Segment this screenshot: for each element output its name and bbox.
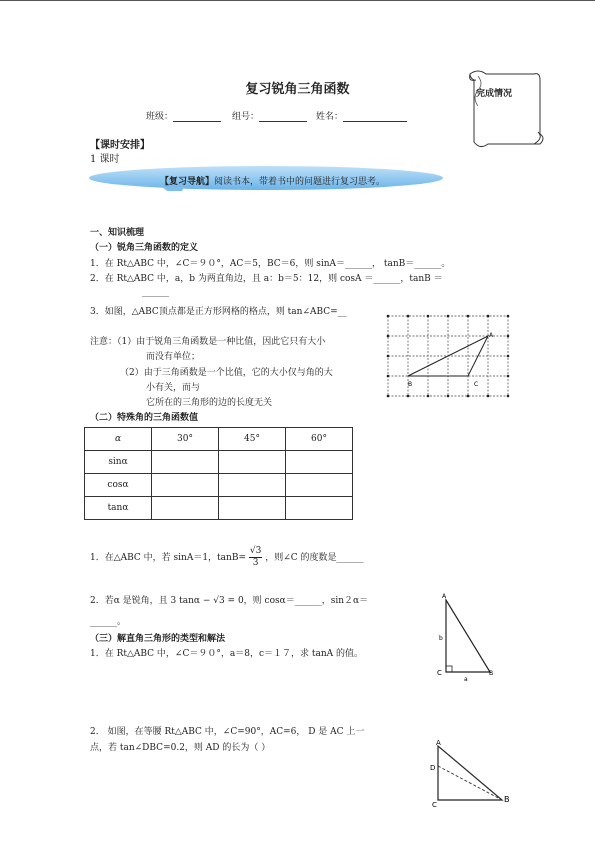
table-cell[interactable] — [286, 451, 353, 474]
class-label: 班级： — [146, 112, 174, 122]
note-1: 注意：（1）由于锐角三角函数是一种比值，因此它只有大小 — [90, 337, 326, 347]
table-cell[interactable] — [286, 474, 353, 497]
guide-text — [160, 174, 385, 187]
name-label: 姓名： — [316, 112, 344, 122]
question-1-3: 3．如图，△ABC顶点都是正方形网格的格点，则 tan∠ABC=__ — [90, 307, 347, 317]
fraction-denominator: 3 — [252, 558, 259, 568]
problem-1-part-b: ，则∠C 的度数是______ — [265, 553, 364, 563]
table-row — [85, 451, 353, 474]
question-1-1: 1．在 Rt△ABC 中，∠C＝９０°，AC＝5，BC＝6，则 sinA＝______， tanB＝______。 — [90, 259, 451, 269]
grid-label-b: B — [408, 381, 413, 388]
scroll-icon — [464, 68, 548, 150]
grid-label-a: A — [489, 332, 494, 339]
fig1-label-c: C — [437, 669, 442, 677]
note-2-cont2: 它所在的三角形的边的长度无关 — [146, 398, 273, 408]
fig1-label-b: B — [489, 670, 494, 677]
triangle-figure-1 — [434, 588, 504, 684]
note-2: （2）由于三角函数是一个比值，它的大小仅与角的大 — [120, 368, 333, 378]
table-row-label: cosα — [85, 474, 152, 497]
name-blank[interactable] — [343, 112, 407, 122]
class-blank[interactable] — [173, 112, 221, 122]
table-row — [85, 474, 353, 497]
fig2-label-d: D — [430, 764, 436, 772]
table-cell[interactable] — [286, 497, 353, 520]
problem-1-part-a: 1．在△ABC 中，若 sinA＝1，tanB= — [90, 553, 246, 563]
problem-1-fraction — [249, 546, 262, 569]
note-2-cont: 小有关，而与 — [146, 383, 201, 393]
guide-label: 【复习导航】 — [160, 177, 215, 187]
fig2-label-b: B — [504, 795, 510, 804]
problem-2: 2．若α 是锐角，且 3 tanα − √3 = 0，则 cosα＝______，sin２α＝ — [90, 596, 369, 606]
table-header-cell: 60° — [286, 428, 353, 451]
grid-label-c: C — [474, 381, 479, 388]
table-cell[interactable] — [219, 451, 286, 474]
fraction-numerator: √3 — [249, 546, 262, 556]
question-3-2: 2． 如图，在等腰 Rt△ABC 中，∠C=90°，AC=6， D 是 AC 上一 — [90, 727, 365, 737]
table-header-cell: 45° — [219, 428, 286, 451]
fig2-label-c: C — [432, 801, 437, 808]
table-row-label: tanα — [85, 497, 152, 520]
triangle-figure-2 — [424, 736, 514, 808]
guide-body: 阅读书本，带着书中的问题进行复习思考。 — [214, 177, 386, 187]
group-field — [232, 109, 307, 122]
table-cell[interactable] — [219, 497, 286, 520]
table-cell[interactable] — [219, 474, 286, 497]
table-row — [85, 497, 353, 520]
question-1-2: 2．在 Rt△ABC 中，a，b 为两直角边，且 a：b＝5：12，则 cosA ＝______，tanB ＝ — [90, 274, 443, 284]
problem-2-blank: ______。 — [90, 617, 127, 627]
question-3-2-cont: 点，若 tan∠DBC=0.2，则 AD 的长为（ ） — [90, 743, 271, 753]
question-1-2-blank: ______ — [142, 287, 169, 297]
table-row-label: sinα — [85, 451, 152, 474]
table-cell[interactable] — [152, 451, 219, 474]
grid-figure — [384, 310, 514, 402]
table-header-row — [85, 428, 353, 451]
class-field — [146, 109, 221, 122]
section1-sub1: （一）锐角三角函数的定义 — [90, 243, 199, 253]
top-border — [0, 0, 595, 1]
name-field — [316, 109, 407, 122]
question-3-1: 1．在 Rt△ABC 中，∠C＝９０°，a＝8，c＝１７，求 tanA 的值。 — [90, 649, 363, 659]
completion-label: 完成情况 — [476, 89, 513, 99]
table-cell[interactable] — [152, 497, 219, 520]
fig1-label-side-a: a — [464, 676, 468, 683]
schedule-heading: 【课时安排】 — [90, 140, 150, 151]
completion-scroll — [464, 68, 548, 150]
schedule-value: 1 课时 — [90, 154, 120, 165]
group-label: 组号： — [232, 112, 260, 122]
problem-1 — [90, 546, 364, 569]
table-header-cell: α — [85, 428, 152, 451]
table-header-cell: 30° — [152, 428, 219, 451]
page-title: 复习锐角三角函数 — [245, 82, 350, 97]
special-angles-table — [84, 427, 353, 520]
group-blank[interactable] — [259, 112, 307, 122]
section2-heading: （二）特殊角的三角函数值 — [90, 413, 199, 423]
table-cell[interactable] — [152, 474, 219, 497]
note-1-cont: 而没有单位； — [146, 352, 201, 362]
fig1-label-a: A — [442, 593, 447, 600]
section3-heading: （三）解直角三角形的类型和解法 — [90, 634, 226, 644]
fig1-label-side-b: b — [439, 635, 443, 642]
section1-heading: 一、知识梳理 — [90, 228, 145, 238]
fig2-label-a: A — [436, 739, 441, 747]
